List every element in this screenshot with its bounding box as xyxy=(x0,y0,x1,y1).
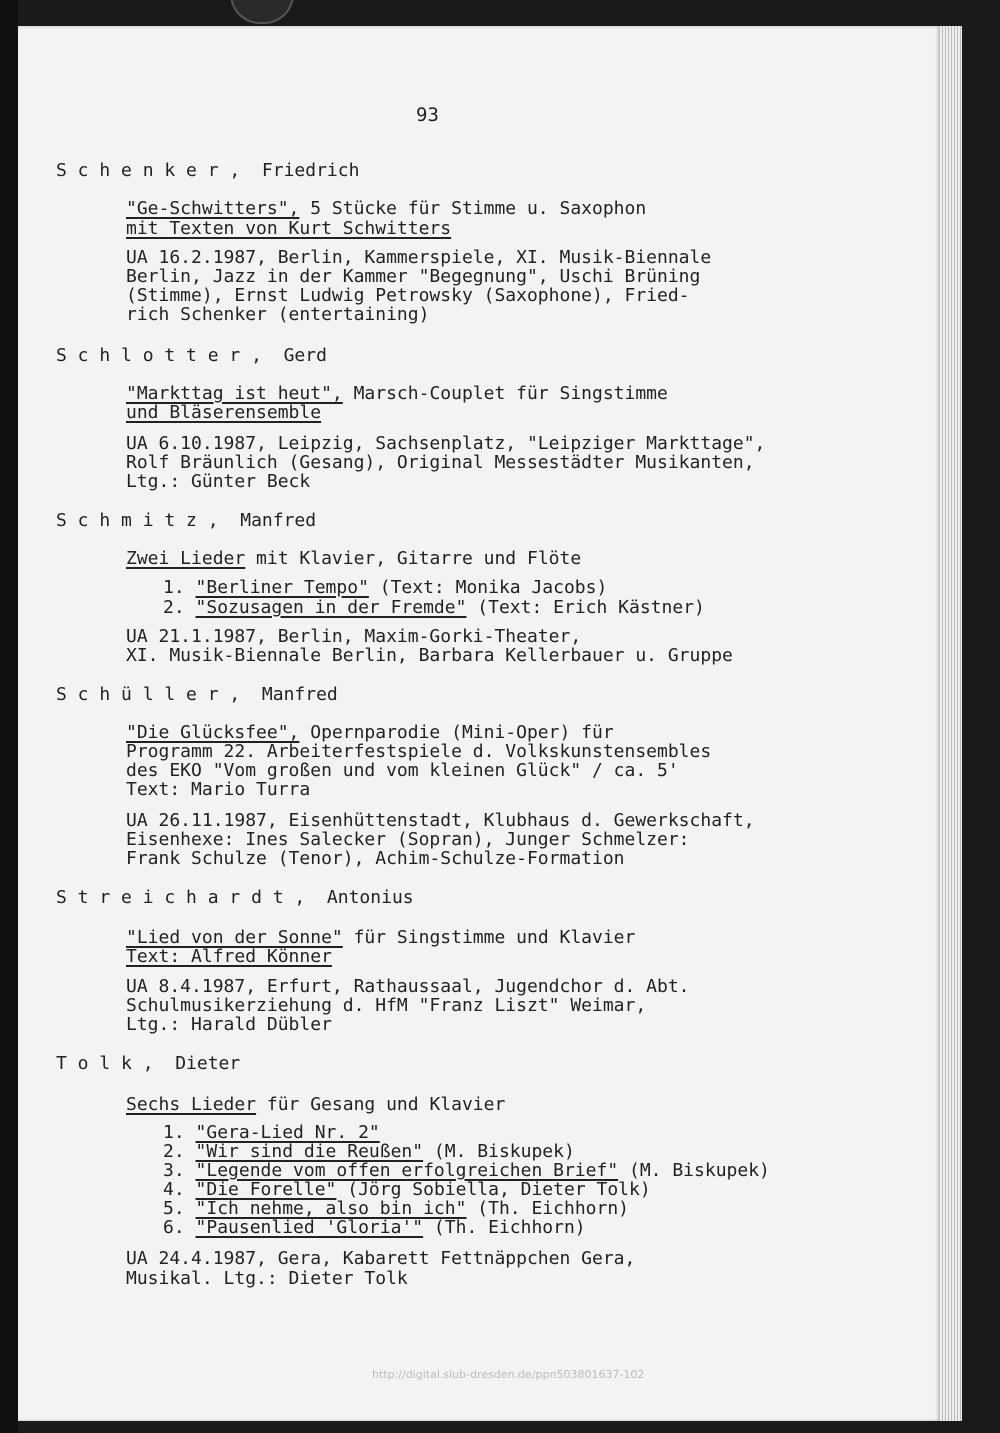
work-title: "Pausenlied 'Gloria'" xyxy=(195,1217,424,1238)
item-number: 6. xyxy=(163,1217,196,1238)
performance-details: UA 8.4.1987, Erfurt, Rathaussaal, Jugendchor d. Abt. xyxy=(126,976,690,997)
entry-line xyxy=(126,830,690,850)
work-details: (Jörg Sobiella, Dieter Tolk) xyxy=(336,1179,651,1200)
entry-line xyxy=(126,928,635,948)
work-title-cont: Text: Alfred Könner xyxy=(126,946,332,967)
entry-line xyxy=(126,219,451,239)
composer-name: T o l k , Dieter xyxy=(56,1053,241,1074)
composer-name: S c h l o t t e r , Gerd xyxy=(56,345,327,366)
work-title: "Ge-Schwitters", xyxy=(126,198,300,219)
entry-line xyxy=(126,849,625,869)
performance-details: UA 26.11.1987, Eisenhüttenstadt, Klubhaus d. Gewerkschaft, xyxy=(126,810,755,831)
entry-line xyxy=(126,723,614,743)
performance-details: Rolf Bräunlich (Gesang), Original Messestädter Musikanten, xyxy=(126,452,755,473)
work-details: 5 Stücke für Stimme u. Saxophon xyxy=(299,198,647,219)
entry-line xyxy=(163,1142,575,1162)
entry-line xyxy=(126,977,690,997)
entry-line xyxy=(126,761,679,781)
work-title: "Berliner Tempo" xyxy=(195,577,369,598)
work-title: "Die Forelle" xyxy=(195,1179,337,1200)
item-number: 2. xyxy=(163,1141,196,1162)
work-title: "Die Glücksfee", xyxy=(126,722,300,743)
entry-line xyxy=(163,1218,586,1238)
performance-details: UA 24.4.1987, Gera, Kabarett Fettnäppchen Gera, xyxy=(126,1248,636,1269)
performance-details: Ltg.: Günter Beck xyxy=(126,471,311,492)
performance-details: Berlin, Jazz in der Kammer "Begegnung", Uschi Brüning xyxy=(126,266,701,287)
entry-line xyxy=(126,1015,332,1035)
performance-details: Ltg.: Harald Dübler xyxy=(126,1014,332,1035)
entry-line xyxy=(163,1180,651,1200)
item-number: 2. xyxy=(163,597,196,618)
work-title: "Ich nehme, also bin ich" xyxy=(195,1198,467,1219)
entry-line xyxy=(126,1095,505,1115)
performance-details: Programm 22. Arbeiterfestspiele d. Volkskunstensembles xyxy=(126,741,712,762)
work-title: "Wir sind die Reußen" xyxy=(195,1141,424,1162)
entry-line xyxy=(126,549,581,569)
performance-details: Eisenhexe: Ines Salecker (Sopran), Junger Schmelzer: xyxy=(126,829,690,850)
entry-line xyxy=(163,578,607,598)
entry-line xyxy=(163,598,705,618)
item-number: 1. xyxy=(163,1122,196,1143)
page-number: 93 xyxy=(416,104,439,126)
composer-name: S c h e n k e r , Friedrich xyxy=(56,160,360,181)
entry-line xyxy=(126,996,646,1016)
work-details: (Text: Erich Kästner) xyxy=(466,597,705,618)
work-title: "Lied von der Sonne" xyxy=(126,927,343,948)
entry-line xyxy=(126,199,646,219)
performance-details: UA 16.2.1987, Berlin, Kammerspiele, XI. Musik-Biennale xyxy=(126,247,712,268)
work-title: "Markttag ist heut", xyxy=(126,383,343,404)
work-details: mit Klavier, Gitarre und Flöte xyxy=(245,548,582,569)
performance-details: Schulmusikerziehung d. HfM "Franz Liszt" Weimar, xyxy=(126,995,647,1016)
work-details: für Gesang und Klavier xyxy=(256,1094,506,1115)
work-title: "Legende vom offen erfolgreichen Brief" xyxy=(195,1160,619,1181)
entry-line xyxy=(126,267,700,287)
work-title: Sechs Lieder xyxy=(126,1094,257,1115)
performance-details: rich Schenker (entertaining) xyxy=(126,304,430,325)
work-details: (Th. Eichhorn) xyxy=(423,1217,586,1238)
composer-name: S t r e i c h a r d t , Antonius xyxy=(56,887,414,908)
entry-line xyxy=(163,1199,629,1219)
work-details: für Singstimme und Klavier xyxy=(342,927,636,948)
entry-line xyxy=(126,286,690,306)
entry-line xyxy=(126,453,755,473)
entry-line xyxy=(126,305,429,325)
entry-line xyxy=(126,627,581,647)
performance-details: (Stimme), Ernst Ludwig Petrowsky (Saxophone), Fried- xyxy=(126,285,690,306)
work-title: "Sozusagen in der Fremde" xyxy=(195,597,467,618)
entry-line xyxy=(126,1249,635,1269)
work-details: Opernparodie (Mini-Oper) für xyxy=(299,722,614,743)
item-number: 5. xyxy=(163,1198,196,1219)
performance-details: des EKO "Vom großen und vom kleinen Glück" / ca. 5' xyxy=(126,760,679,781)
entry-line xyxy=(163,1123,380,1143)
entry-line xyxy=(126,1269,408,1289)
performance-details: Frank Schulze (Tenor), Achim-Schulze-Formation xyxy=(126,848,625,869)
item-number: 4. xyxy=(163,1179,196,1200)
work-title-cont: und Bläserensemble xyxy=(126,402,322,423)
entry-line xyxy=(126,248,711,268)
binder-ring xyxy=(230,0,294,24)
performance-details: XI. Musik-Biennale Berlin, Barbara Kellerbauer u. Gruppe xyxy=(126,645,733,666)
page-content xyxy=(18,26,940,1421)
work-details: Marsch-Couplet für Singstimme xyxy=(342,383,668,404)
entry-line xyxy=(126,403,321,423)
composer-name: S c h m i t z , Manfred xyxy=(56,510,317,531)
entry-line xyxy=(126,646,733,666)
item-number: 3. xyxy=(163,1160,196,1181)
work-details: (M. Biskupek) xyxy=(423,1141,575,1162)
work-title-cont: mit Texten von Kurt Schwitters xyxy=(126,218,452,239)
entry-line xyxy=(126,811,755,831)
item-number: 1. xyxy=(163,577,196,598)
entry-line xyxy=(163,1161,770,1181)
entry-line xyxy=(126,780,310,800)
work-details: (Th. Eichhorn) xyxy=(466,1198,630,1219)
entry-line xyxy=(126,434,765,454)
document-page xyxy=(18,26,940,1421)
binder-strip xyxy=(0,0,18,1433)
work-details: (Text: Monika Jacobs) xyxy=(368,577,608,598)
footer-url[interactable]: http://digital.slub-dresden.de/ppn503801637-102 xyxy=(372,1368,645,1381)
performance-details: Musikal. Ltg.: Dieter Tolk xyxy=(126,1268,408,1289)
entry-line xyxy=(126,947,332,967)
performance-details: UA 21.1.1987, Berlin, Maxim-Gorki-Theater, xyxy=(126,626,582,647)
performance-details: Text: Mario Turra xyxy=(126,779,311,800)
work-title: "Gera-Lied Nr. 2" xyxy=(195,1122,380,1143)
work-details: (M. Biskupek) xyxy=(618,1160,770,1181)
work-title: Zwei Lieder xyxy=(126,548,246,569)
performance-details: UA 6.10.1987, Leipzig, Sachsenplatz, "Leipziger Markttage", xyxy=(126,433,766,454)
entry-line xyxy=(126,742,711,762)
entry-line xyxy=(126,384,668,404)
composer-name: S c h ü l l e r , Manfred xyxy=(56,684,338,705)
entry-line xyxy=(126,472,310,492)
page-stack-edge xyxy=(940,26,962,1421)
